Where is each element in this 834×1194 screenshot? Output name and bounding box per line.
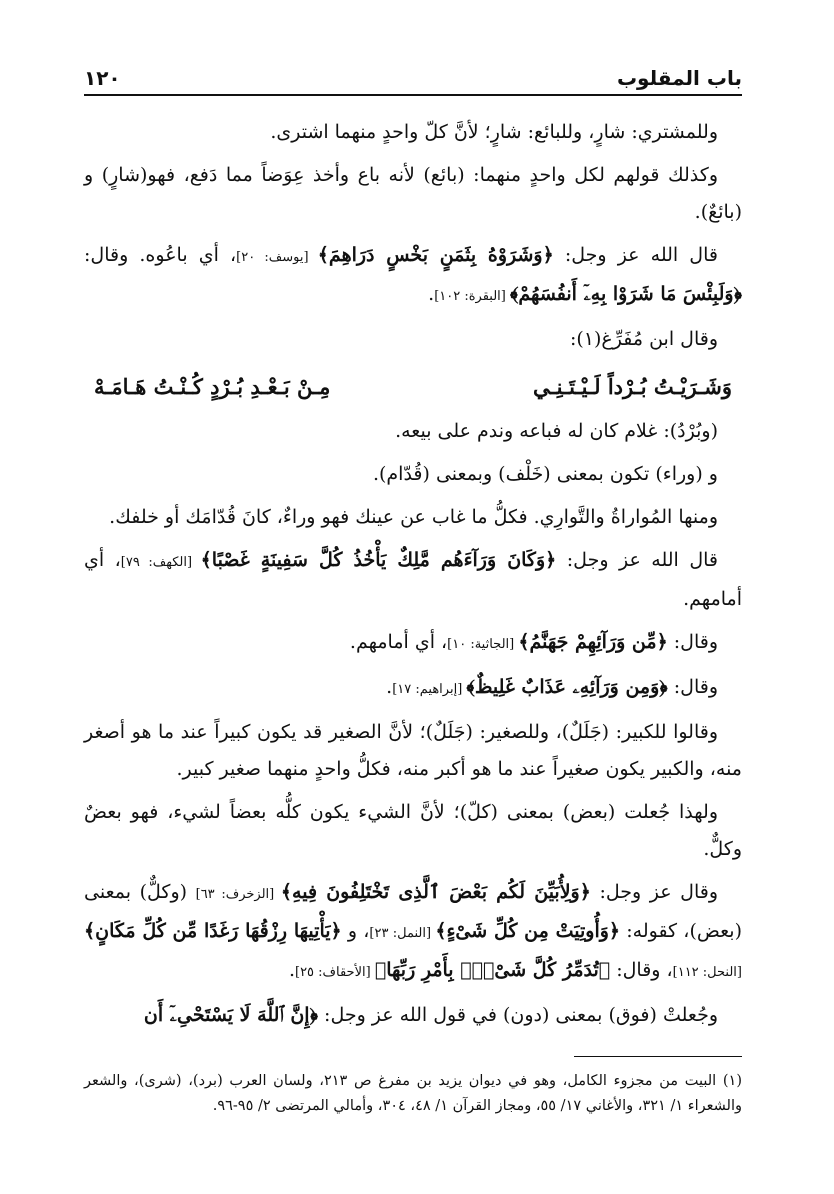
paragraph: ومنها المُواراةُ والتَّوارِي. فكلُّ ما غاب عن عينك فهو وراءٌ، كانَ قُدّامَك أو خلفك.	[109, 506, 718, 528]
paragraph	[84, 624, 742, 663]
quran-verse: ﴿يَأْتِيهَا رِزْقُهَا رَغَدًا مِّن كُلِّ مَكَانٍ﴾	[84, 920, 342, 942]
verse-reference: [الكهف: ٧٩]	[120, 555, 201, 570]
paragraph-text: قال الله عز وجل:	[553, 244, 718, 266]
page	[84, 52, 742, 1119]
verse-reference: [البقرة: ١٠٢]	[434, 289, 510, 304]
paragraph-text: (وكلٌّ) بمعنى (بعض)، كقوله:	[84, 881, 742, 942]
paragraph: (وبُرْدُ): غلام كان له فباعه وندم على بيعه.	[395, 420, 718, 442]
paragraph-text: ، أي أمامهم.	[349, 631, 448, 653]
verse-reference: [الزخرف: ٦٣]	[195, 887, 281, 902]
paragraph: وقالوا للكبير: (جَلَلٌ)، وللصغير: (جَلَلٌ)؛ لأنَّ الصغير قد يكون كبيراً عند ما هو أصغر منه، والكبير يكون صغيراً عند ما هو أكبر منه، فكلُّ واحدٍ منهما صغير كبير.	[84, 721, 742, 780]
paragraph: وكذلك قولهم لكل واحدٍ منهما: (بائع) لأنه باع وأخذ عِوَضاً مما دَفع، فهو(شارٍ) و (بائعٌ).	[84, 164, 742, 223]
paragraph-text: قال الله عز وجل:	[556, 549, 718, 571]
verse-reference: [الأحقاف: ٢٥]	[294, 965, 375, 980]
footnote	[84, 1069, 742, 1119]
quran-verse: ﴿وَمِن وَرَآئِهِۦ عَذَابٌ غَلِيظٌ﴾	[466, 676, 668, 698]
quran-verse: ﴿وَلَبِئْسَ مَا شَرَوْا بِهِۦٓ أَنفُسَهُمْ﴾	[510, 283, 742, 305]
paragraph	[84, 874, 742, 991]
verse-first-hemistich: وَشَـرَيْـتُ بُـرْداً لَـيْـتَـنِـي	[532, 374, 732, 399]
quran-verse: ﴿وَكَانَ وَرَآءَهُم مَّلِكٌ يَأْخُذُ كُلَّ سَفِينَةٍ غَصْبًا﴾	[200, 549, 557, 571]
body-text	[84, 114, 742, 1034]
paragraph-text: ، أي أمامهم.	[84, 549, 742, 610]
paragraph-text: ، أي باعُوه. وقال:	[84, 244, 237, 266]
paragraph-text: .	[288, 959, 295, 981]
running-title: باب المقلوب	[616, 66, 742, 90]
paragraph-text: وقال:	[667, 676, 718, 698]
quran-verse: ﴿وَشَرَوْهُ بِثَمَنٍ بَخْسٍ دَرَاهِمَ﴾	[317, 244, 554, 266]
quran-verse: ﴿وَأُوتِيَتْ مِن كُلِّ شَىْءٍ﴾	[435, 920, 621, 942]
paragraph: وقال ابن مُفَرِّغ(١):	[569, 328, 718, 350]
paragraph	[84, 237, 742, 315]
paragraph-text: ، و	[341, 920, 370, 942]
page-number: ١٢٠	[84, 66, 121, 90]
verse-reference: [يوسف: ٢٠]	[236, 250, 318, 265]
paragraph	[84, 669, 742, 708]
page-header	[84, 52, 742, 90]
paragraph-text: ، وقال:	[610, 959, 673, 981]
verse-reference: [الجاثية: ١٠]	[447, 637, 519, 652]
verse-reference: [النحل: ١١٢]	[672, 965, 742, 980]
paragraph-text: وقال:	[667, 631, 718, 653]
paragraph	[84, 542, 742, 618]
header-rule	[84, 94, 742, 96]
quran-verse: ﴿إِنَّ ٱللَّهَ لَا يَسْتَحْىِۦٓ أَن	[143, 1004, 319, 1026]
verse-reference: [إبراهيم: ١٧]	[392, 682, 467, 697]
verse-second-hemistich: مِـنْ بَـعْـدِ بُـرْدٍ كُـنْـتُ هَـامَـهْ	[94, 374, 331, 399]
paragraph-text: وقال عز وجل:	[590, 881, 719, 903]
paragraph: ولهذا جُعلت (بعض) بمعنى (كلّ)؛ لأنَّ الشيء يكون كلُّه بعضاً لشيء، فهو بعضٌ وكلٌّ.	[84, 801, 742, 860]
footnote-rule	[574, 1056, 742, 1057]
paragraph-text: .	[428, 283, 435, 305]
footnote-number: (١)	[722, 1073, 743, 1089]
quran-verse: ﴿وَلِأُبَيِّنَ لَكُم بَعْضَ ٱلَّذِى تَخْتَلِفُونَ فِيهِ﴾	[280, 881, 591, 903]
paragraph-text: وجُعلتْ (فوق) بمعنى (دون) في قول الله عز وجل:	[318, 1004, 718, 1026]
paragraph-text: .	[386, 676, 393, 698]
paragraph: و (وراء) تكون بمعنى (خَلْف) وبمعنى (قُدّام).	[372, 463, 718, 485]
verse-reference: [النمل: ٢٣]	[369, 926, 436, 941]
quran-verse: ﴿تُدَمِّرُ كُلَّ شَىْءٍۭ بِأَمْرِ رَبِّهَا﴾	[374, 959, 611, 981]
quran-verse: ﴿مِّن وَرَآئِهِمْ جَهَنَّمُ﴾	[518, 631, 668, 653]
poem-verse	[94, 368, 732, 405]
paragraph	[84, 997, 742, 1034]
paragraph: وللمشتري: شارٍ، وللبائع: شارٍ؛ لأنَّ كلّ واحدٍ منهما اشترى.	[270, 121, 718, 143]
footnote-text: البيت من مجزوء الكامل، وهو في ديوان يزيد بن مفرغ ص ٢١٣، ولسان العرب (برد)، (شرى)، والشعر والشعراء ١/ ٣٢١، والأغاني ١٧/ ٥٥، ومجاز القرآن ١/ ٤٨، ٣٠٤، وأمالي المرتضى ٢/ ٩٥-٩٦.	[84, 1073, 742, 1114]
